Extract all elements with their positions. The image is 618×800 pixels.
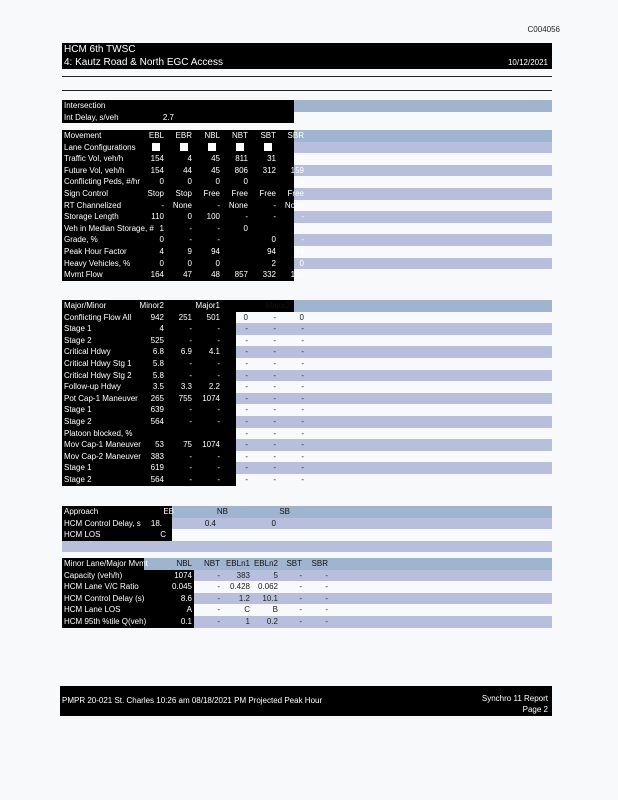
table-cell: 47 — [183, 270, 192, 280]
table-cell: - — [245, 416, 248, 426]
table-row — [62, 404, 552, 416]
table-cell: 169 — [290, 270, 304, 280]
table-cell: 0 — [299, 177, 304, 187]
table-row — [62, 176, 552, 188]
table-cell: 5 — [273, 570, 278, 580]
table-cell: - — [301, 428, 304, 438]
table-cell: 0.1 — [180, 616, 192, 626]
table-cell: - — [217, 593, 220, 603]
table-cell: 164 — [150, 270, 164, 280]
row-label: Conflicting Peds, #/hr — [64, 177, 141, 187]
row-label: Pot Cap-1 Maneuver — [64, 393, 138, 403]
table-cell: - — [273, 428, 276, 438]
table-cell: 31 — [267, 154, 276, 164]
table-row — [62, 223, 552, 235]
row-label: Stage 1 — [64, 324, 92, 334]
int-delay-row: Int Delay, s/veh 2.7 — [62, 112, 552, 124]
table-cell: 8.6 — [180, 593, 192, 603]
table-cell: - — [245, 428, 248, 438]
table-cell: - — [245, 440, 248, 450]
table-cell: - — [189, 235, 192, 245]
table-cell: 44 — [183, 165, 192, 175]
table-cell: A — [186, 605, 192, 615]
document-id: C004056 — [527, 25, 560, 34]
row-label: Critical Hdwy — [64, 347, 111, 357]
table-row — [62, 570, 552, 582]
row-label: Critical Hdwy Stg 1 — [64, 358, 132, 368]
table-cell: - — [273, 312, 276, 322]
row-label: Stage 2 — [64, 416, 92, 426]
table-cell: 1 — [159, 223, 164, 233]
right-turn-lane-icon — [180, 143, 188, 151]
row-label: Conflicting Flow All — [64, 312, 132, 322]
table-cell: - — [273, 347, 276, 357]
table-cell: None — [228, 200, 248, 210]
table-cell: 100 — [206, 212, 220, 222]
table-cell: - — [301, 370, 304, 380]
through-right-lane-icon — [264, 143, 272, 151]
table-cell: Free — [287, 188, 304, 198]
table-cell: - — [245, 370, 248, 380]
table-row — [62, 346, 552, 358]
table-row — [62, 312, 552, 324]
table-row — [62, 323, 552, 335]
table-cell: - — [217, 570, 220, 580]
table-cell: - — [189, 358, 192, 368]
table-row — [62, 451, 552, 463]
row-label: Platoon blocked, % — [64, 428, 133, 438]
table-cell: 45 — [211, 154, 220, 164]
left-turn-lane-icon — [152, 143, 160, 151]
movement-table — [62, 130, 552, 281]
table-cell: 0 — [243, 177, 248, 187]
table-cell: - — [325, 593, 328, 603]
table-cell: 6.9 — [180, 347, 192, 357]
table-cell: - — [301, 474, 304, 484]
row-label: Traffic Vol, veh/h — [64, 154, 124, 164]
table-cell: - — [245, 324, 248, 334]
table-cell: Stop — [147, 188, 164, 198]
table-cell: - — [301, 405, 304, 415]
table-cell: 639 — [150, 405, 164, 415]
table-cell: - — [301, 393, 304, 403]
table-cell: - — [217, 405, 220, 415]
row-label: Future Vol, veh/h — [64, 165, 125, 175]
table-cell: 0 — [187, 258, 192, 268]
table-row — [62, 474, 552, 486]
table-cell: 0 — [159, 235, 164, 245]
table-cell: - — [245, 451, 248, 461]
table-cell: Free — [203, 188, 220, 198]
table-cell: 811 — [235, 154, 248, 164]
table-cell: - — [273, 335, 276, 345]
row-label: Stage 1 — [64, 405, 92, 415]
table-cell: 4.1 — [208, 347, 220, 357]
table-cell: 0 — [299, 258, 304, 268]
table-cell: 3.5 — [152, 382, 164, 392]
table-cell: - — [189, 370, 192, 380]
table-cell: Stop — [175, 188, 192, 198]
table-cell: - — [189, 451, 192, 461]
intersection-table — [62, 100, 552, 123]
row-label: Stage 1 — [64, 463, 92, 473]
table-cell: - — [301, 358, 304, 368]
table-cell: 501 — [206, 312, 220, 322]
table-cell: 265 — [150, 393, 164, 403]
table-row — [62, 188, 552, 200]
table-cell: 564 — [150, 416, 164, 426]
table-cell: None — [284, 200, 304, 210]
table-row — [62, 604, 552, 616]
lane-config-row: Lane Configurations — [62, 142, 552, 154]
table-cell: 806 — [234, 165, 248, 175]
table-row — [62, 165, 552, 177]
intersection-header-row: Intersection — [62, 100, 552, 112]
table-cell: 312 — [262, 165, 276, 175]
report-date: 10/12/2021 — [507, 58, 548, 67]
footer-page: Page 2 — [522, 705, 548, 714]
table-cell: 75 — [183, 440, 192, 450]
table-cell: - — [217, 335, 220, 345]
table-row — [62, 581, 552, 593]
table-cell: - — [301, 463, 304, 473]
table-cell: 53 — [155, 440, 164, 450]
table-cell: 525 — [150, 335, 164, 345]
table-cell: 0 — [187, 177, 192, 187]
row-label: Heavy Vehicles, % — [64, 258, 131, 268]
approach-header-row: Approach EB NB SB — [62, 506, 552, 518]
table-cell: 2 — [271, 258, 276, 268]
major-minor-header-row: Major/Minor Minor2 Major1 Major2 — [62, 300, 552, 312]
table-cell: - — [189, 335, 192, 345]
table-cell: B — [272, 605, 278, 615]
table-cell: - — [217, 582, 220, 592]
table-row — [62, 211, 552, 223]
table-cell: - — [245, 463, 248, 473]
table-row — [62, 381, 552, 393]
table-cell: 0 — [159, 177, 164, 187]
table-row — [62, 234, 552, 246]
table-cell: - — [301, 212, 304, 222]
table-cell: - — [217, 324, 220, 334]
lane-table — [62, 558, 552, 628]
table-cell: 154 — [150, 165, 164, 175]
table-row — [62, 593, 552, 605]
table-cell: C — [244, 605, 250, 615]
row-label: Mvmt Flow — [64, 270, 103, 280]
table-cell: - — [217, 451, 220, 461]
table-cell: - — [273, 416, 276, 426]
table-cell: - — [273, 212, 276, 222]
approach-delay-row: HCM Control Delay, s 18. 0.4 0 — [62, 518, 552, 530]
table-cell: 0.2 — [266, 616, 278, 626]
table-cell: - — [273, 463, 276, 473]
through-lanes-icon — [236, 143, 244, 151]
table-cell: 5.8 — [152, 370, 164, 380]
table-row — [62, 416, 552, 428]
table-row — [62, 370, 552, 382]
table-cell: - — [273, 474, 276, 484]
table-cell: - — [189, 405, 192, 415]
table-cell: 1.2 — [238, 593, 250, 603]
table-cell: - — [245, 347, 248, 357]
table-cell: 383 — [236, 570, 250, 580]
table-cell: - — [273, 324, 276, 334]
table-cell: 10.1 — [262, 593, 278, 603]
table-cell: - — [273, 200, 276, 210]
table-cell: 332 — [262, 270, 276, 280]
table-cell: 0 — [271, 235, 276, 245]
table-cell: 1074 — [174, 570, 192, 580]
table-row — [62, 246, 552, 258]
table-cell: 4 — [159, 246, 164, 256]
table-cell: - — [325, 582, 328, 592]
lane-header-row: Minor Lane/Major Mvmt NBL NBT EBLn1 EBLn2 SBT SBR — [62, 558, 552, 570]
table-row — [62, 428, 552, 440]
table-cell: - — [217, 235, 220, 245]
table-cell: 619 — [150, 463, 164, 473]
table-cell: Free — [259, 188, 276, 198]
table-cell: - — [301, 440, 304, 450]
row-label: HCM Control Delay (s) — [64, 593, 145, 603]
table-cell: - — [301, 335, 304, 345]
row-label: Stage 2 — [64, 474, 92, 484]
table-cell: 0.428 — [229, 582, 250, 592]
table-cell: - — [217, 616, 220, 626]
table-cell: - — [217, 605, 220, 615]
table-cell: - — [245, 358, 248, 368]
table-cell: - — [273, 405, 276, 415]
row-label: Mov Cap-2 Maneuver — [64, 451, 141, 461]
table-cell: 383 — [150, 451, 164, 461]
table-row — [62, 153, 552, 165]
footer-info: PMPR 20-021 St. Charles 10:26 am 08/18/2021 PM Projected Peak Hour — [62, 696, 323, 705]
row-label: Stage 2 — [64, 335, 92, 345]
row-label: HCM 95th %tile Q(veh) — [64, 616, 147, 626]
row-label: HCM Lane LOS — [64, 605, 121, 615]
table-cell: 0 — [243, 223, 248, 233]
table-cell: - — [299, 593, 302, 603]
table-cell: - — [273, 382, 276, 392]
row-label: RT Channelized — [64, 200, 122, 210]
table-cell: - — [299, 616, 302, 626]
table-cell: 1074 — [202, 440, 220, 450]
row-label: Mov Cap-1 Maneuver — [64, 440, 141, 450]
table-cell: 0 — [159, 258, 164, 268]
table-cell: - — [301, 451, 304, 461]
table-cell: - — [217, 370, 220, 380]
approach-los-row: HCM LOS C — [62, 529, 552, 541]
report-footer — [60, 686, 552, 716]
table-cell: 0.062 — [257, 582, 278, 592]
table-cell: 0 — [243, 312, 248, 322]
table-cell: 5.8 — [152, 358, 164, 368]
table-cell: - — [217, 416, 220, 426]
table-cell: 48 — [211, 270, 220, 280]
table-cell: Free — [231, 188, 248, 198]
table-cell: 45 — [211, 165, 220, 175]
table-row — [62, 393, 552, 405]
table-cell: - — [189, 416, 192, 426]
table-cell: 110 — [151, 212, 164, 222]
table-cell: 9 — [187, 246, 192, 256]
table-cell: - — [161, 200, 164, 210]
table-cell: - — [189, 223, 192, 233]
intersection-name: 4: Kautz Road & North EGC Access — [64, 57, 223, 68]
table-cell: - — [299, 605, 302, 615]
table-cell: - — [273, 393, 276, 403]
table-row — [62, 200, 552, 212]
table-cell: 0 — [215, 177, 220, 187]
table-cell: - — [189, 474, 192, 484]
table-cell: 0.045 — [171, 582, 192, 592]
row-label: Follow-up Hdwy — [64, 382, 121, 392]
table-cell: 564 — [150, 474, 164, 484]
row-label: Grade, % — [64, 235, 98, 245]
table-row — [62, 439, 552, 451]
approach-table — [62, 506, 552, 552]
row-label: HCM Lane V/C Ratio — [64, 582, 139, 592]
table-cell: 857 — [234, 270, 248, 280]
row-label: Peak Hour Factor — [64, 246, 127, 256]
table-cell: - — [301, 347, 304, 357]
table-cell: 159 — [290, 165, 304, 175]
table-cell: 154 — [150, 154, 164, 164]
table-cell: - — [273, 440, 276, 450]
table-cell: - — [325, 616, 328, 626]
movement-header-row: Movement EBL EBR NBL NBT SBT SBR — [62, 130, 552, 142]
table-cell: - — [245, 335, 248, 345]
table-cell: 0 — [215, 258, 220, 268]
divider — [62, 90, 552, 91]
table-cell: 942 — [150, 312, 164, 322]
table-cell: 0 — [299, 312, 304, 322]
table-cell: - — [217, 474, 220, 484]
table-cell: 94 — [267, 246, 276, 256]
table-cell: - — [273, 370, 276, 380]
report-title: HCM 6th TWSC — [62, 43, 552, 56]
footer-software: Synchro 11 Report — [481, 694, 548, 703]
table-cell: - — [299, 582, 302, 592]
table-cell: - — [217, 358, 220, 368]
table-cell: None — [172, 200, 192, 210]
table-cell: 251 — [178, 312, 192, 322]
table-cell: - — [217, 223, 220, 233]
table-cell: 4 — [187, 154, 192, 164]
row-label: Critical Hdwy Stg 2 — [64, 370, 132, 380]
row-label: Sign Control — [64, 188, 109, 198]
table-cell: - — [301, 324, 304, 334]
major-minor-table — [62, 300, 552, 486]
row-label: Veh in Median Storage, # — [64, 223, 154, 233]
table-cell: - — [245, 405, 248, 415]
table-row — [62, 616, 552, 628]
table-cell: - — [245, 393, 248, 403]
table-cell: 94 — [211, 246, 220, 256]
table-cell: - — [245, 382, 248, 392]
table-cell: 755 — [178, 393, 192, 403]
table-cell: 0 — [187, 212, 192, 222]
table-cell: - — [245, 212, 248, 222]
table-cell: - — [325, 570, 328, 580]
table-row — [62, 258, 552, 270]
table-cell: 1074 — [202, 393, 220, 403]
table-cell: - — [189, 463, 192, 473]
table-row — [62, 358, 552, 370]
table-cell: - — [301, 416, 304, 426]
table-row — [62, 462, 552, 474]
divider — [62, 76, 552, 77]
table-row — [62, 269, 552, 281]
table-cell: 6.8 — [152, 347, 164, 357]
table-cell: 2.2 — [208, 382, 220, 392]
table-cell: 94 — [295, 246, 304, 256]
table-cell: - — [189, 324, 192, 334]
table-cell: - — [273, 358, 276, 368]
table-cell: - — [301, 382, 304, 392]
table-cell: - — [245, 474, 248, 484]
intersection-title — [62, 56, 552, 69]
table-cell: - — [217, 463, 220, 473]
table-cell: - — [325, 605, 328, 615]
table-cell: 3.3 — [180, 382, 192, 392]
left-turn-lane-icon — [208, 143, 216, 151]
row-label: Storage Length — [64, 212, 119, 222]
row-label: Capacity (veh/h) — [64, 570, 123, 580]
table-cell: - — [301, 235, 304, 245]
table-cell: 4 — [159, 324, 164, 334]
table-cell: - — [299, 570, 302, 580]
table-cell: - — [217, 200, 220, 210]
table-row — [62, 335, 552, 347]
table-cell: 1 — [245, 616, 250, 626]
table-cell: 59 — [295, 154, 304, 164]
table-cell: - — [273, 451, 276, 461]
